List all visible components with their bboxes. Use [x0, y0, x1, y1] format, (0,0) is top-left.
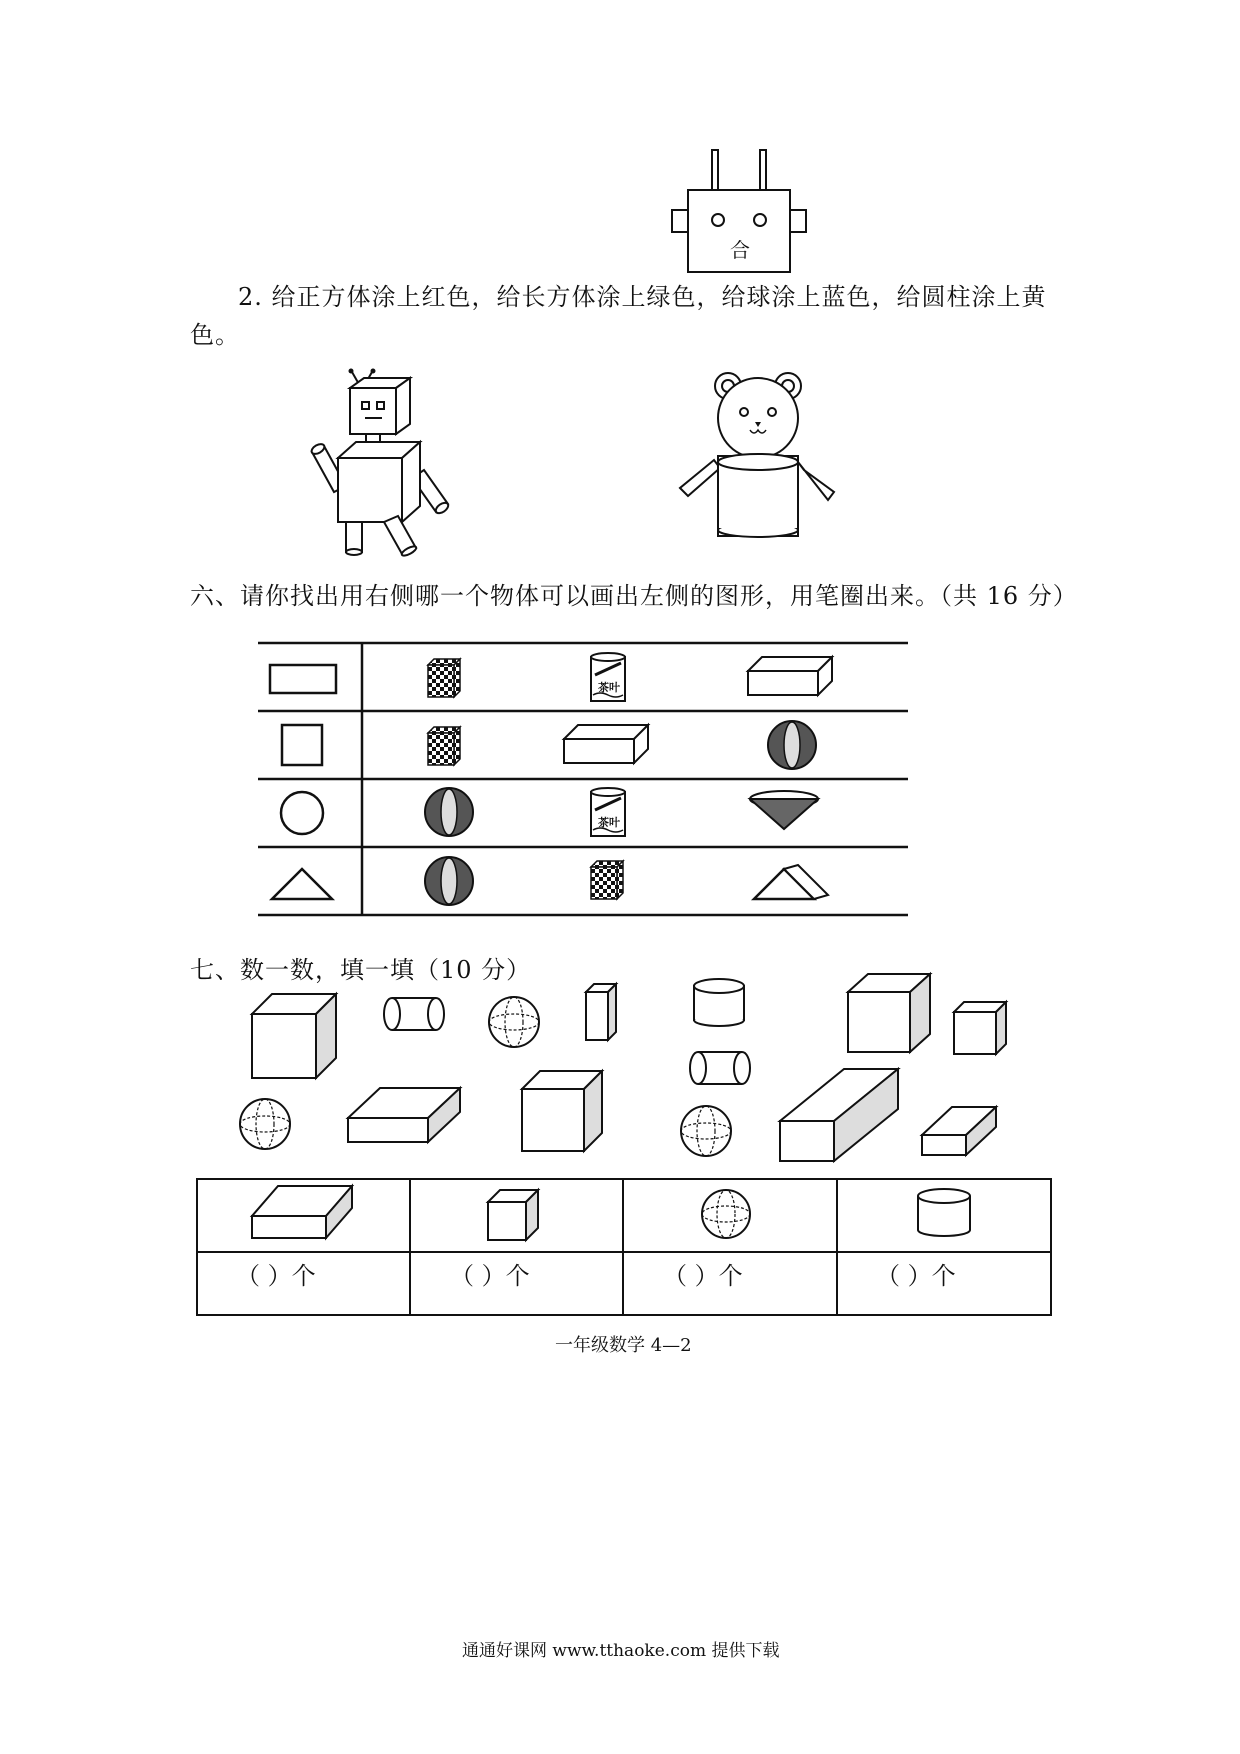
page-number: 一年级数学 4—2	[555, 1335, 692, 1356]
count-answer-cuboid[interactable]: （ ）个	[236, 1262, 316, 1290]
block-bear-figure	[670, 370, 840, 540]
tea-can-label-1: 茶叶	[598, 681, 620, 694]
question-2-number: 2.	[238, 283, 263, 311]
block-robot-figure	[300, 360, 470, 560]
count-answer-cylinder[interactable]: （ ）个	[876, 1262, 956, 1290]
section-7-title: 七、数一数，填一填（10 分）	[190, 956, 532, 984]
tea-can-label-2: 茶叶	[598, 816, 620, 829]
robot-mouth: 合	[730, 238, 750, 262]
shape-matching-table	[258, 637, 908, 917]
question-2	[190, 278, 1070, 354]
section-6-title: 六、请你找出用右侧哪一个物体可以画出左侧的图形，用笔圈出来。（共 16 分）	[190, 582, 1078, 610]
count-answer-cube[interactable]: （ ）个	[450, 1262, 530, 1290]
question-2-line1: 给正方体涂上红色，给长方体涂上绿色，给球涂上蓝色，给圆柱涂上黄	[271, 283, 1047, 311]
question-2-line2: 色。	[190, 321, 240, 349]
counting-table	[196, 1178, 1054, 1318]
count-answer-sphere[interactable]: （ ）个	[663, 1262, 743, 1290]
solids-collection-figure-2	[230, 1075, 1030, 1175]
download-footer: 通通好课网 www.tthaoke.com 提供下载	[462, 1641, 780, 1661]
